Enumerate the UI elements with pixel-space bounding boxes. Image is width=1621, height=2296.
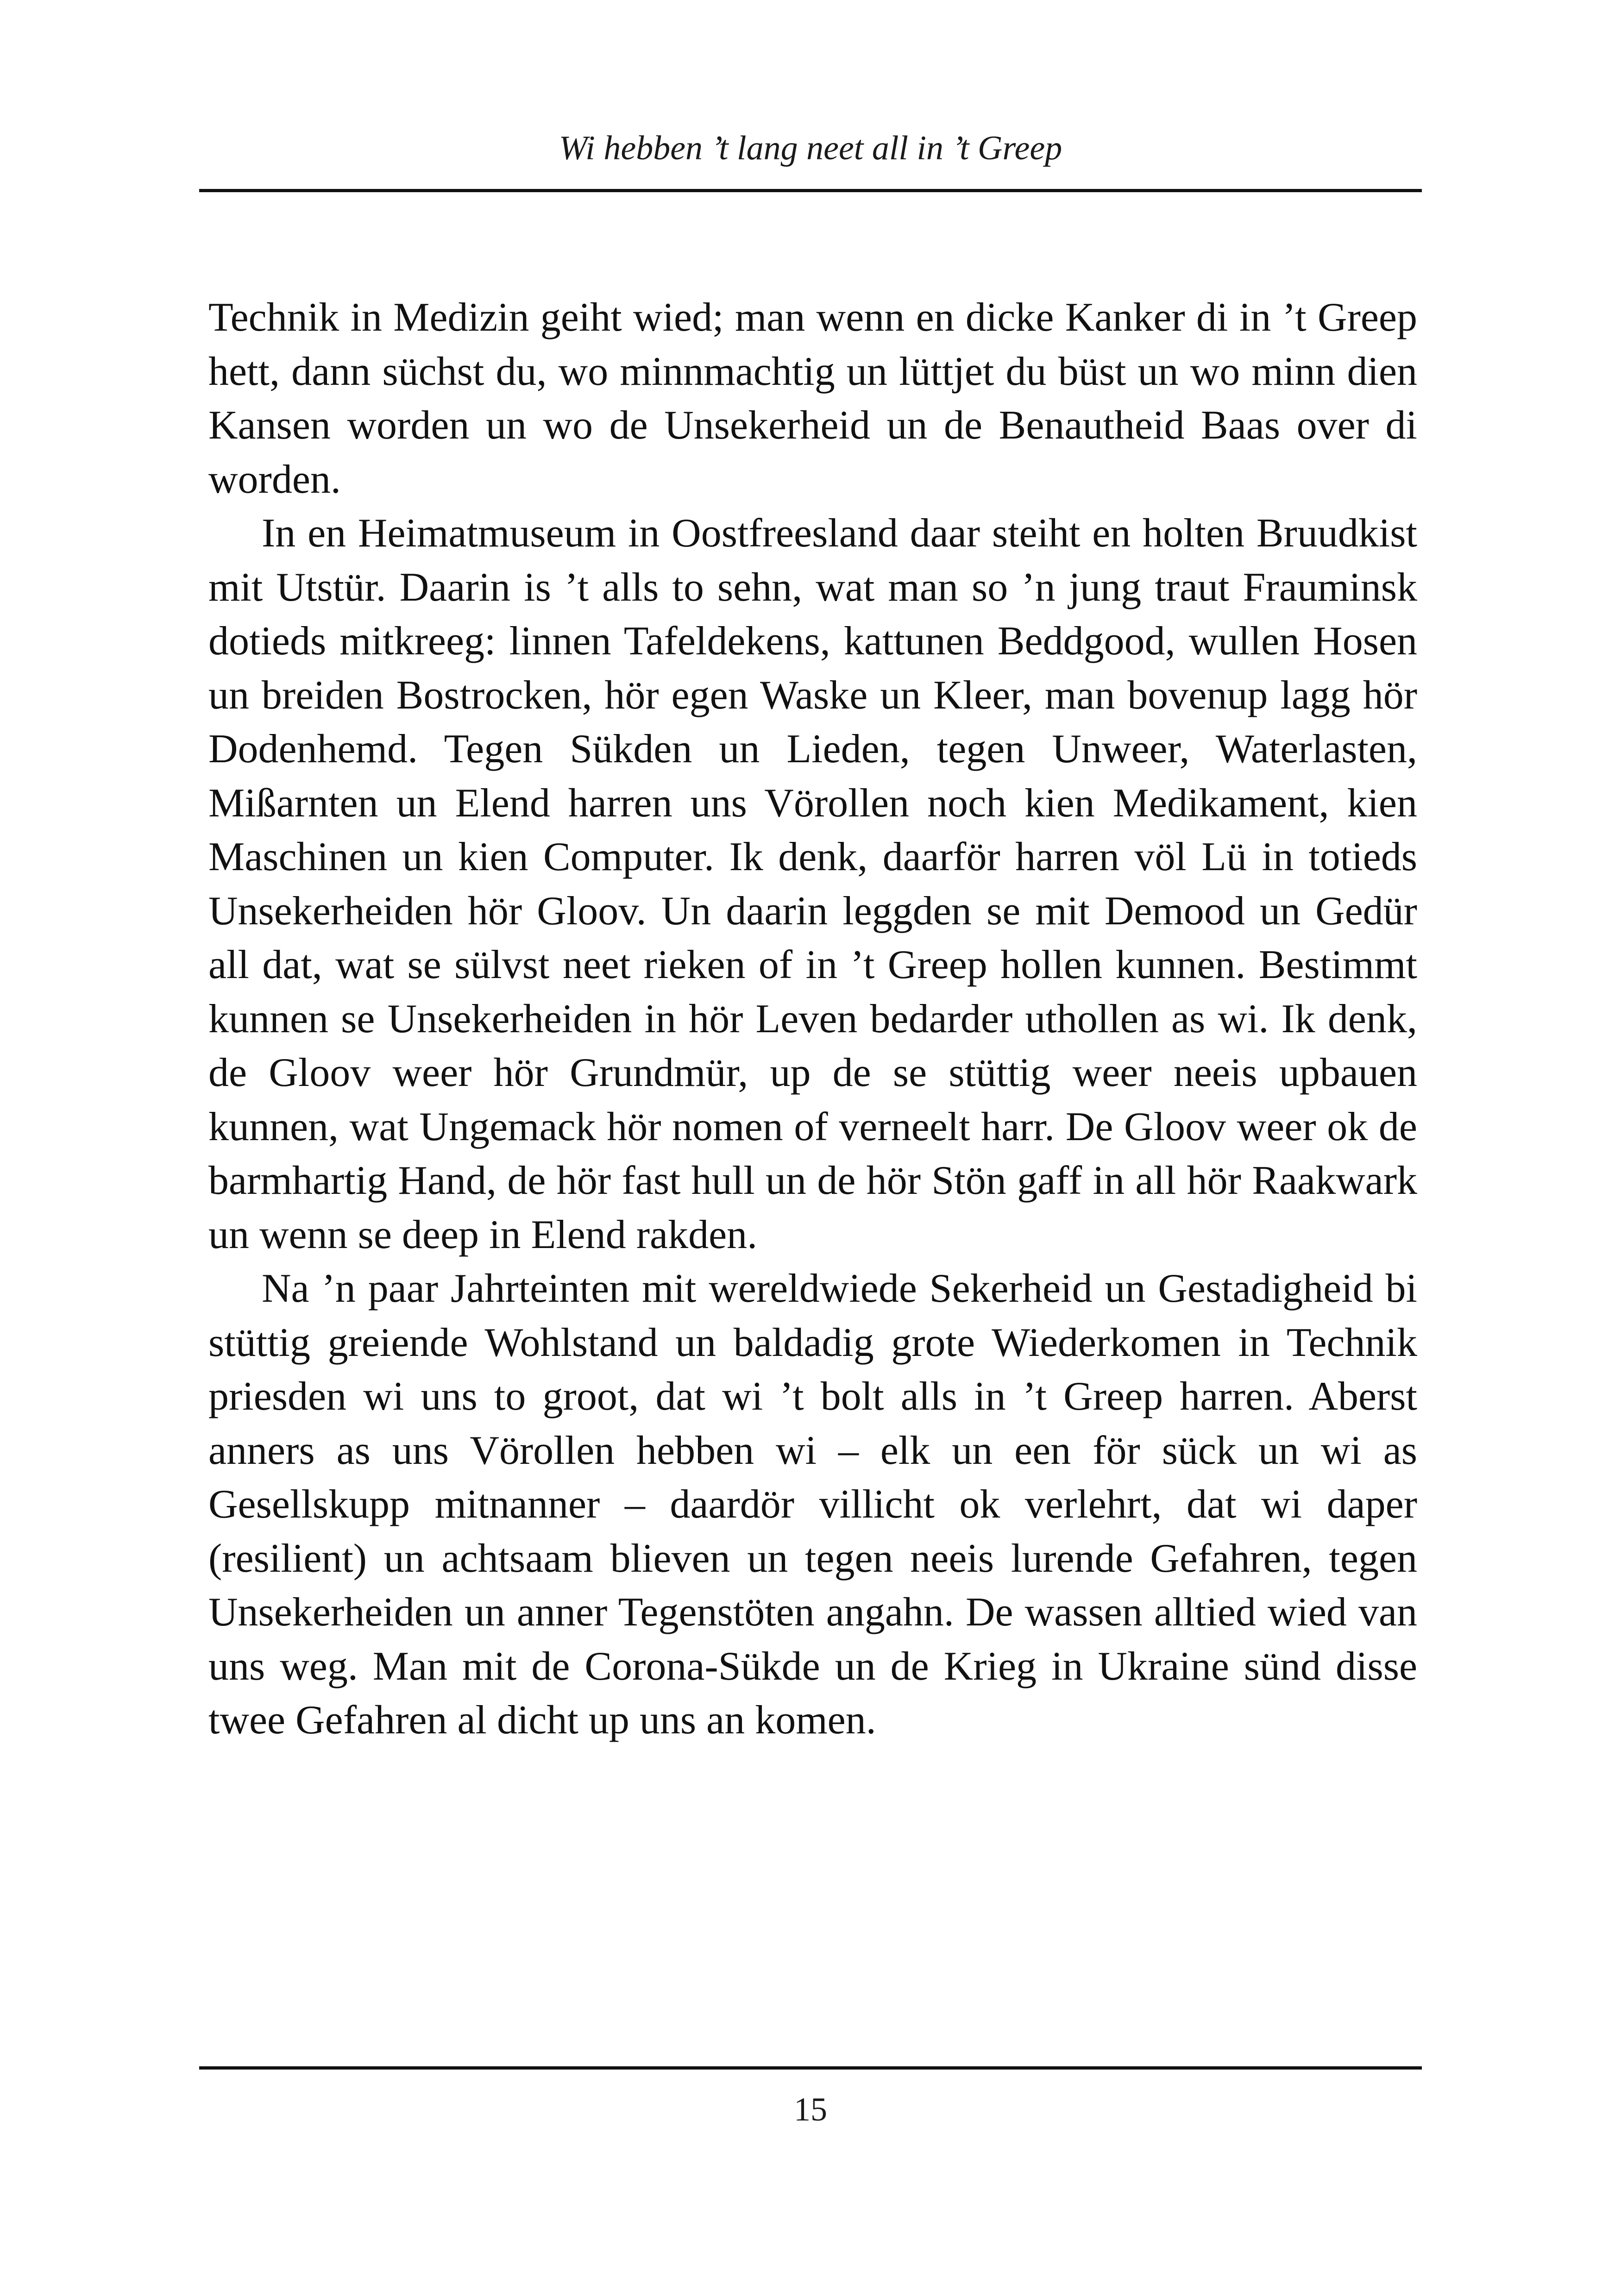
body-text — [208, 291, 1417, 1748]
footer-rule — [199, 2066, 1422, 2070]
paragraph: In en Heimatmuseum in Oostfreesland daar steiht en holten Bruudkist mit Utstür. Daarin is ’t alls to sehn, wat man so ’n jung traut Frauminsk dotieds mitkreeg: linnen Tafeldekens, kattunen Beddgood, wullen Hosen un breiden Bostrocken, hör egen Waske un Kleer, man bovenup lagg hör Dodenhemd. Tegen Sükden un Lieden, tegen Unweer, Waterlasten, Mißarnten un Elend harren uns Vörollen noch kien Medikament, kien Maschinen un kien Computer. Ik denk, daarför harren völ Lü in totieds Unsekerheiden hör Gloov. Un daarin leggden se mit Demood un Gedür all dat, wat se sülvst neet rieken of in ’t Greep hollen kunnen. Bestimmt kunnen se Unsekerheiden in hör Leven bedarder uthollen as wi. Ik denk, de Gloov weer hör Grundmür, up de se stüttig weer neeis upbauen kunnen, wat Ungemack hör nomen of verneelt harr. De Gloov weer ok de barmhartig Hand, de hör fast hull un de hör Stön gaff in all hör Raakwark un wenn se deep in Elend rakden. — [208, 511, 1417, 1257]
running-header-title: Wi hebben ’t lang neet all in ’t Greep — [559, 129, 1062, 167]
page-number: 15 — [794, 2091, 827, 2128]
paragraph: Na ’n paar Jahrteinten mit wereldwiede Sekerheid un Gestadigheid bi stüttig greiende Wohlstand un baldadig grote Wiederkomen in Technik priesden wi uns to groot, dat wi ’t bolt alls in ’t Greep harren. Aberst anners as uns Vörollen hebben wi – elk un een för sück un wi as Gesellskupp mitnanner – daardör villicht ok verlehrt, dat wi daper (resilient) un achtsaam blieven un tegen neeis lurende Gefahren, tegen Unsekerheiden un anner Tegenstöten angahn. De wassen alltied wied van uns weg. Man mit de Corona-Sükde un de Krieg in Ukraine sünd disse twee Gefahren al dicht up uns an komen. — [208, 1266, 1417, 1743]
header-rule — [199, 189, 1422, 192]
paragraph: Technik in Medizin geiht wied; man wenn en dicke Kanker di in ’t Greep hett, dann süchst du, wo minnmachtig un lüttjet du büst un wo minn dien Kansen worden un wo de Unsekerheid un de Benautheid Baas over di worden. — [208, 295, 1417, 502]
